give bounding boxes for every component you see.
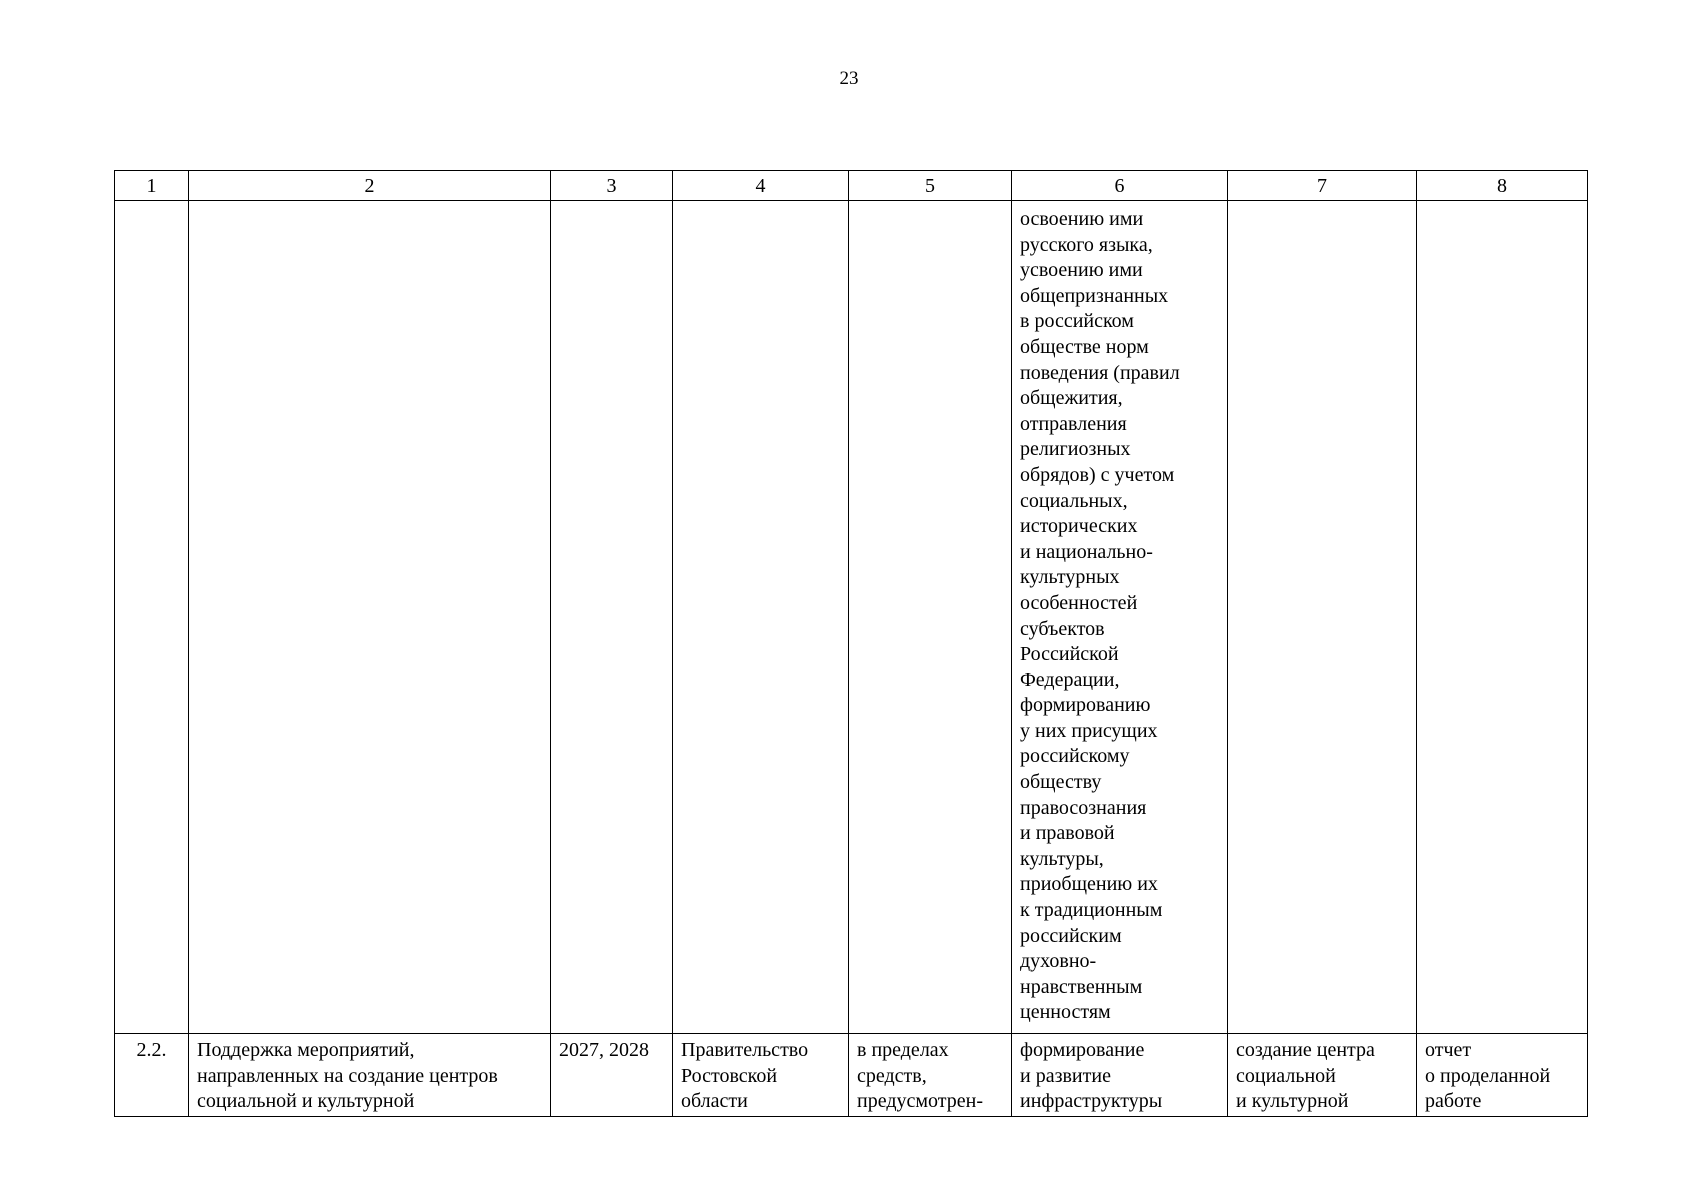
column-header: 8 — [1417, 171, 1588, 201]
table-row-2-2 — [115, 1034, 1588, 1117]
row-number: 2.2. — [115, 1034, 189, 1117]
table-cell — [1417, 201, 1588, 1034]
page-number: 23 — [839, 68, 859, 89]
column-header: 2 — [189, 171, 551, 201]
column-header: 3 — [551, 171, 673, 201]
document-table — [114, 170, 1588, 1117]
column-header: 4 — [673, 171, 849, 201]
report-form: отчет о проделанной работе — [1417, 1034, 1588, 1117]
column-header: 6 — [1012, 171, 1228, 201]
expected-result: формирование и развитие инфраструктуры — [1012, 1034, 1228, 1117]
indicator: создание центра социальной и культурной — [1228, 1034, 1417, 1117]
table-cell — [551, 201, 673, 1034]
column-header: 7 — [1228, 171, 1417, 201]
funding-source: в пределах средств, предусмотрен- — [849, 1034, 1012, 1117]
deadline: 2027, 2028 — [551, 1034, 673, 1117]
table-cell — [115, 201, 189, 1034]
measure-name: Поддержка мероприятий, направленных на создание центров социальной и культурной — [189, 1034, 551, 1117]
table-cell — [673, 201, 849, 1034]
responsible-executor: Правительство Ростовской области — [673, 1034, 849, 1117]
table-cell-expected-result: освоению ими русского языка, усвоению ими общепризнанных в российском обществе норм поведения (правил общежития, отправления религиозных обрядов) с учетом социальных, исторических и национально- культурных особенностей субъектов Российской Федерации, формированию у них присущих российскому обществу правосознания и правовой культуры, приобщению их к традиционным российским духовно- нравственным ценностям — [1012, 201, 1228, 1034]
column-header: 1 — [115, 171, 189, 201]
table-cell — [189, 201, 551, 1034]
table-header-row — [115, 171, 1588, 201]
column-header: 5 — [849, 171, 1012, 201]
table-cell — [849, 201, 1012, 1034]
table-cell — [1228, 201, 1417, 1034]
table-row-continued — [115, 201, 1588, 1034]
